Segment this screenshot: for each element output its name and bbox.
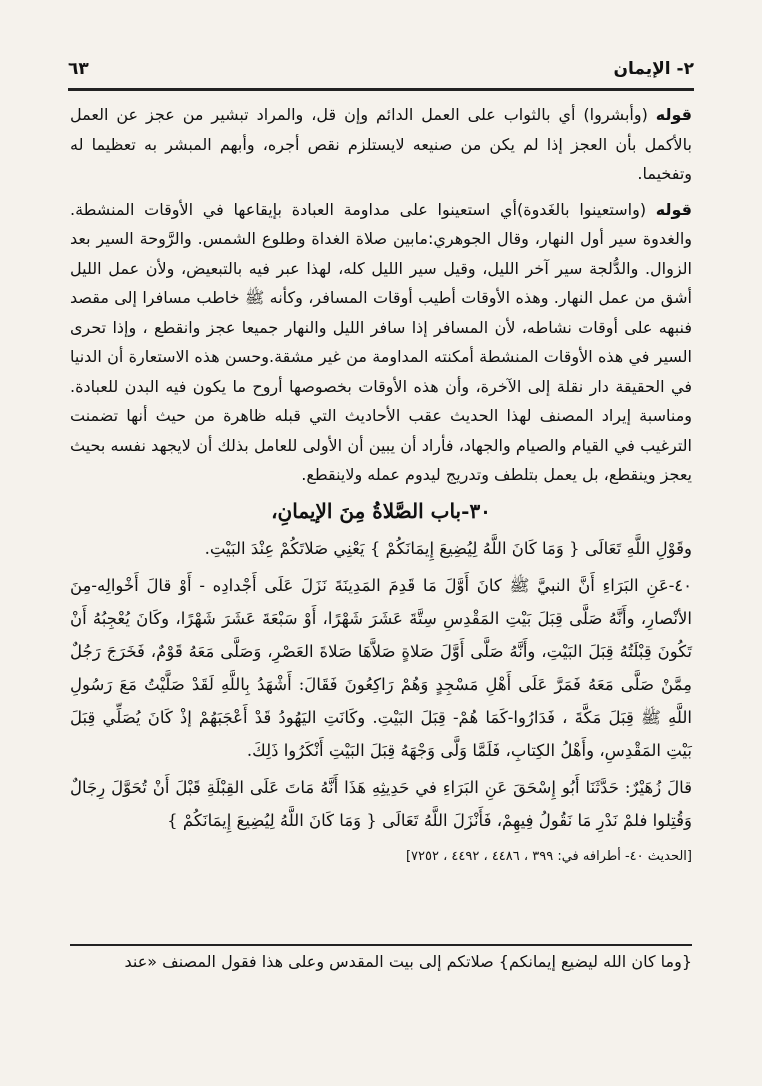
commentary-text-1: (وأبشروا) أي بالثواب على العمل الدائم وإن قل، والمراد تبشير من عجز عن العمل بالأكمل بأن العجز إذا لم يكن من صنيعه لايستلزم نقص أجره، وأبهم المبشر به تعظيما له وتفخيما.: [70, 105, 692, 183]
commentary-paragraph-2: [70, 195, 692, 490]
commentary-paragraph-1: [70, 100, 692, 189]
main-text: [70, 100, 692, 875]
page-number: ٦٣: [68, 59, 89, 79]
zuhair-narration: قالَ زُهَيْرٌ: حَدَّثَنَا أَبُو إِسْحَقَ عَنِ البَرَاءِ في حَدِيثِهِ هَذَا أَنَّهُ مَاتَ عَلَى القِبْلَةِ قَبْلَ أَنْ تُحَوَّلَ رِجَالٌ وَقُتِلوا فلمْ نَدْرِ مَا نَقُولُ فِيهِمْ، فَأَنْزَلَ اللَّهُ تَعَالَى { وَمَا كَانَ اللَّهُ لِيُضِيعَ إِيمَانَكُمْ }: [70, 777, 692, 830]
hadith-cross-references: [الحديث ٤٠- أطرافه في: ٣٩٩ ، ٤٤٨٦ ، ٤٤٩٢ ، ٧٢٥٢]: [405, 848, 692, 864]
footnote-rule: [70, 944, 692, 946]
section-title: ٢- الإيمان: [613, 59, 694, 79]
commentary-text-2: (واستعينوا بالغَدوة)أي استعينوا على مداومة العبادة بإيقاعها في الأوقات المنشطة. والغدوة سير أول النهار، وقال الجوهري:مابين صلاة الغداة وطلوع الشمس. والرَّوحة السير بعد الزوال. والدُّلجة سير آخر الليل، وقيل سير الليل كله، لهذا عبر فيه بالتبعيض، ولأن عمل الليل أشق من عمل النهار. وهذه الأوقات أطيب أوقات المسافر، وكأنه ﷺ خاطب مسافرا إلى مقصد فنبهه على أوقات نشاطه، لأن المسافر إذا سافر الليل والنهار جميعا عجز وانقطع ، وإذا تحرى السير في هذه الأوقات المنشطة أمكنته المداومة من غير مشقة.وحسن هذه الاستعارة أن الدنيا في الحقيقة دار نقلة إلى الآخرة، وأن هذه الأوقات بخصوصها أروح ما يكون فيه البدن للعبادة. ومناسبة إيراد المصنف لهذا الحديث عقب الأحاديث التي قبله ظاهرة من حيث أنها تضمنت الترغيب في القيام والصيام والجهاد، فأراد أن يبين أن الأولى للعامل بذلك أن لايجهد نفسه بحيث يعجز وينقطع، بل يعمل بتلطف وتدريج ليدوم عمله ولاينقطع.: [70, 199, 692, 484]
hadith-40: ٤٠-عَنِ البَرَاءِ أَنَّ النبيَّ ﷺ كانَ أَوَّلَ مَا قَدِمَ المَدِينَةَ نَزَلَ عَلَى أَجْدادِه - أَوْ قالَ أَخْوالِه-مِنَ الأنْصارِ، وأَنَّهُ صَلَّى قِبَلَ بَيْتِ المَقْدِسِ سِتَّةَ عَشَرَ شَهْرًا، أَوْ سَبْعَةَ عَشَرَ شَهْرًا، وكَانَ يُعْجِبُهُ أَنْ تَكُونَ قِبْلَتُهُ قِبَلَ البَيْتِ، وأَنَّهُ صَلَّى أَوَّلَ صَلاةٍ صَلاَّهَا صَلاةَ العَصْرِ، وَصَلَّى مَعَهُ قَوْمٌ، فَخَرَجَ رَجُلٌ مِمَّنْ صَلَّى مَعَهُ فَمَرَّ عَلَى أَهْلِ مَسْجِدٍ وَهُمْ رَاكِعُونَ فَقَالَ: أَشْهَدُ بِاللَّهِ لَقَدْ صَلَّيْتُ مَعَ رَسُولِ اللَّهِ ﷺ قِبَلَ مَكَّةَ ، فَدَارُوا-كَمَا هُمْ- قِبَلَ البَيْتِ. وكَانَتِ اليَهُودُ قَدْ أَعْجَبَهُمْ إذْ كَانَ يُصَلِّي قِبَلَ بَيْتِ المَقْدِسِ، وأَهْلُ الكِتابِ، فَلَمَّا وَلَّى وَجْهَهُ قِبَلَ البَيْتِ أَنْكَرُوا ذَلِكَ.: [70, 575, 692, 760]
footer-commentary: {وما كان الله ليضيع إيمانكم} صلاتكم إلى بيت المقدس وعلى هذا فقول المصنف «عند: [124, 952, 692, 971]
header-rule: [68, 88, 694, 91]
chapter-title: ٣٠-باب الصَّلاةُ مِنَ الإيمانِ،: [271, 498, 491, 523]
commentary-label-2: قوله: [655, 199, 692, 219]
commentary-label-1: قوله: [655, 105, 693, 124]
verse-line: وقَوْلِ اللَّهِ تَعَالَى { وَمَا كَانَ اللَّهُ لِيُضِيعَ إِيمَانَكُمْ } يَعْنِي صَلاتَكُمْ عِنْدَ البَيْتِ.: [204, 538, 692, 558]
page-header: [68, 52, 694, 86]
